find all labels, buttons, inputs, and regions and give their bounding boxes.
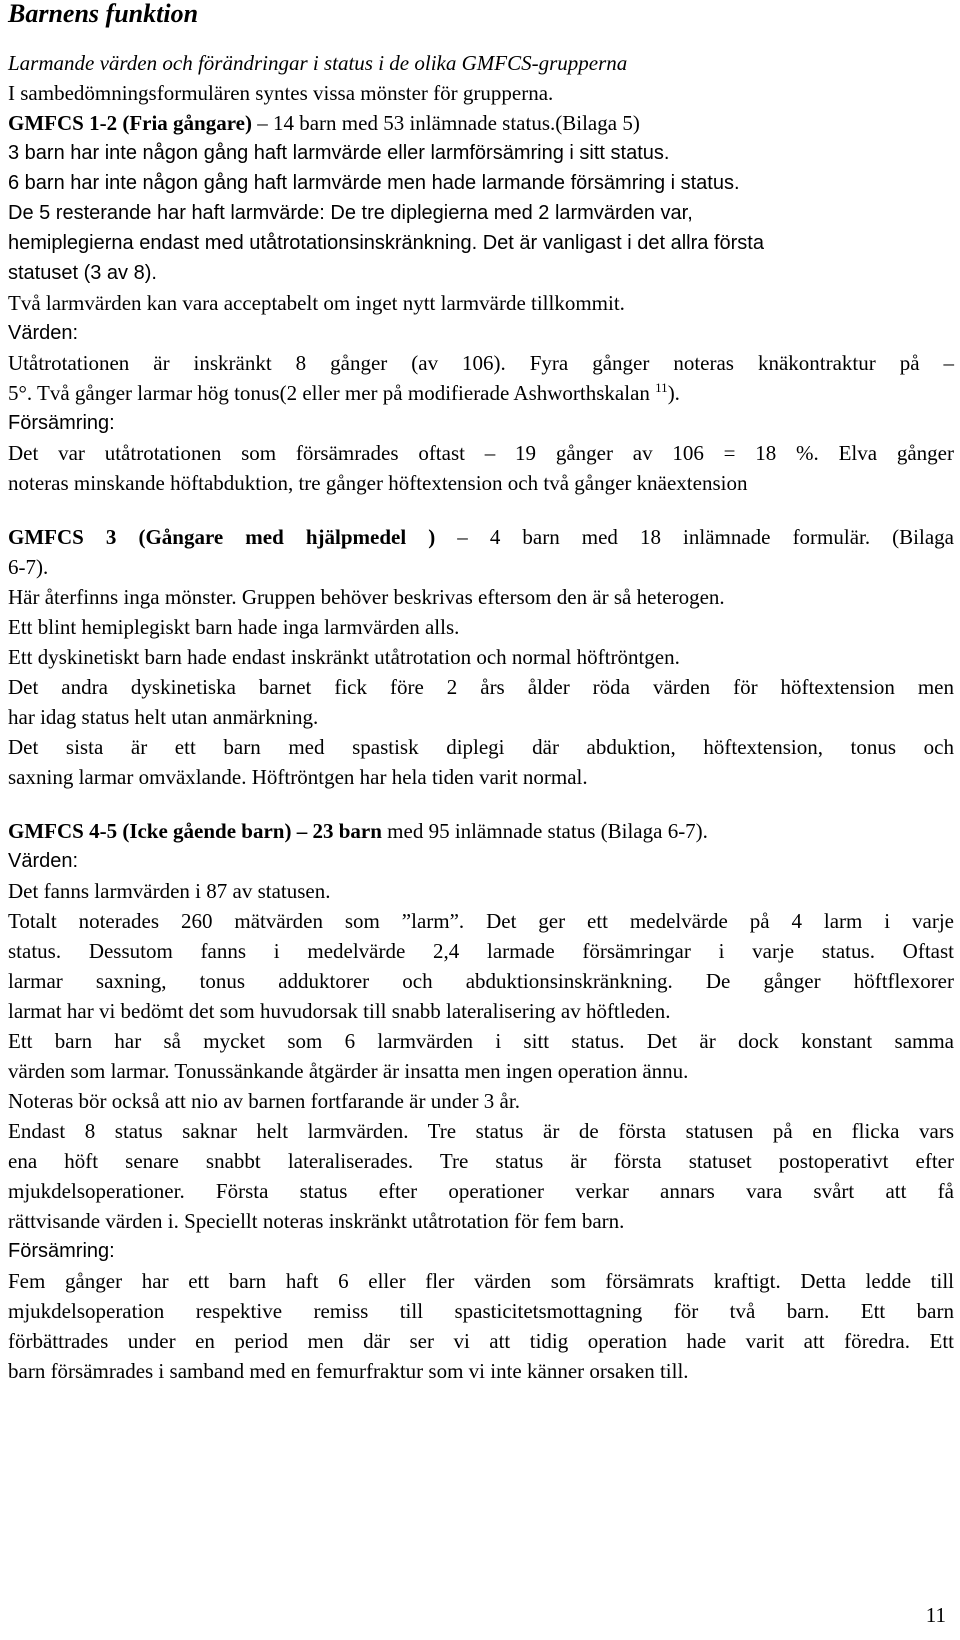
paragraph: Noteras bör också att nio av barnen fortfarande är under 3 år. bbox=[8, 1089, 520, 1113]
footnote-ref: 11 bbox=[655, 380, 668, 395]
paragraph: 6-7). bbox=[8, 555, 49, 579]
heading-bold: GMFCS 1-2 (Fria gångare) bbox=[8, 111, 252, 135]
paragraph: Det var utåtrotationen som försämrades oftast – 19 gånger av 106 = 18 %. Elva gånger bbox=[8, 441, 954, 465]
paragraph: larmar saxning, tonus adduktorer och abduktionsinskränkning. De gånger höftflexorer bbox=[8, 969, 954, 993]
paragraph: hemiplegierna endast med utåtrotationsinskränkning. Det är vanligast i det allra första bbox=[8, 232, 764, 254]
heading-bold: GMFCS 4-5 (Icke gående barn) – 23 barn bbox=[8, 819, 382, 843]
paragraph: Utåtrotationen är inskränkt 8 gånger (av 106). Fyra gånger noteras knäkontraktur på – bbox=[8, 351, 954, 375]
worse-label: Försämring: bbox=[8, 1240, 115, 1262]
paragraph: Ett barn har så mycket som 6 larmvärden i sitt status. Det är dock konstant samma bbox=[8, 1029, 954, 1053]
paragraph: mjukdelsoperationer. Första status efter operationer verkar annars vara svårt att få bbox=[8, 1179, 954, 1203]
paragraph: De 5 resterande har haft larmvärde: De tre diplegierna med 2 larmvärden var, bbox=[8, 202, 693, 224]
paragraph: 3 barn har inte någon gång haft larmvärde eller larmförsämring i sitt status. bbox=[8, 142, 670, 164]
text-part: ). bbox=[667, 381, 680, 405]
text-part: 5°. Två gånger larmar hög tonus(2 eller mer på modifierade Ashworthskalan bbox=[8, 381, 656, 405]
values-label: Värden: bbox=[8, 850, 79, 872]
gmfcs-4-5-heading bbox=[8, 816, 954, 846]
paragraph: har idag status helt utan anmärkning. bbox=[8, 705, 319, 729]
section-gmfcs-1-2 bbox=[8, 78, 954, 498]
gmfcs-3-heading bbox=[8, 522, 954, 552]
paragraph: Endast 8 status saknar helt larmvärden. Tre status är de första statusen på en flicka vars bbox=[8, 1119, 954, 1143]
paragraph: barn försämrades i samband med en femurfraktur som vi inte känner orsaken till. bbox=[8, 1359, 689, 1383]
paragraph: förbättrades under en period men där ser vi att tidig operation hade varit att föredra. Ett bbox=[8, 1329, 954, 1353]
section-title: Barnens funktion bbox=[8, 0, 199, 28]
gmfcs-1-2-heading bbox=[8, 108, 954, 138]
paragraph: värden som larmar. Tonussänkande åtgärder är insatta men ingen operation ännu. bbox=[8, 1059, 689, 1083]
paragraph: saxning larmar omväxlande. Höftröntgen har hela tiden varit normal. bbox=[8, 765, 588, 789]
paragraph: Två larmvärden kan vara acceptabelt om inget nytt larmvärde tillkommit. bbox=[8, 291, 625, 315]
paragraph: rättvisande värden i. Speciellt noteras inskränkt utåtrotation för fem barn. bbox=[8, 1209, 625, 1233]
paragraph: Totalt noterades 260 mätvärden som ”larm”. Det ger ett medelvärde på 4 larm i varje bbox=[8, 909, 954, 933]
heading-rest: med 95 inlämnade status (Bilaga 6-7). bbox=[381, 819, 708, 843]
heading-rest: – 14 barn med 53 inlämnade status.(Bilaga 5) bbox=[251, 111, 640, 135]
page-number: 11 bbox=[925, 1603, 946, 1627]
paragraph: status. Dessutom fanns i medelvärde 2,4 larmade försämringar i varje status. Oftast bbox=[8, 939, 954, 963]
section-gmfcs-4-5 bbox=[8, 816, 954, 1386]
worse-label: Försämring: bbox=[8, 412, 115, 434]
paragraph: Ett blint hemiplegiskt barn hade inga larmvärden alls. bbox=[8, 615, 460, 639]
paragraph: Det andra dyskinetiska barnet fick före 2 års ålder röda värden för höftextension men bbox=[8, 675, 954, 699]
paragraph: Det sista är ett barn med spastisk diplegi där abduktion, höftextension, tonus och bbox=[8, 735, 954, 759]
paragraph: mjukdelsoperation respektive remiss till spasticitetsmottagning för två barn. Ett barn bbox=[8, 1299, 954, 1323]
intro-line: I sambedömningsformulären syntes vissa mönster för grupperna. bbox=[8, 81, 554, 105]
paragraph: Fem gånger har ett barn haft 6 eller fler värden som försämrats kraftigt. Detta ledde till bbox=[8, 1269, 954, 1293]
paragraph: larmat har vi bedömt det som huvudorsak till snabb lateralisering av höftleden. bbox=[8, 999, 671, 1023]
paragraph: Ett dyskinetiskt barn hade endast inskränkt utåtrotation och normal höftröntgen. bbox=[8, 645, 680, 669]
heading-bold: GMFCS 3 (Gångare med hjälpmedel ) bbox=[8, 525, 436, 549]
paragraph: statuset (3 av 8). bbox=[8, 262, 157, 284]
paragraph: Det fanns larmvärden i 87 av statusen. bbox=[8, 879, 331, 903]
paragraph: 6 barn har inte någon gång haft larmvärde men hade larmande försämring i status. bbox=[8, 172, 740, 194]
paragraph: Här återfinns inga mönster. Gruppen behöver beskrivas eftersom den är så heterogen. bbox=[8, 585, 725, 609]
section-gmfcs-3 bbox=[8, 522, 954, 792]
subtitle: Larmande värden och förändringar i status i de olika GMFCS-grupperna bbox=[8, 51, 628, 75]
paragraph bbox=[8, 378, 954, 408]
values-label: Värden: bbox=[8, 322, 79, 344]
paragraph: ena höft senare snabbt lateraliserades. Tre status är första statuset postoperativt efter bbox=[8, 1149, 954, 1173]
paragraph: noteras minskande höftabduktion, tre gånger höftextension och två gånger knäextension bbox=[8, 471, 748, 495]
heading-rest: – 4 barn med 18 inlämnade formulär. (Bilaga bbox=[435, 525, 954, 549]
